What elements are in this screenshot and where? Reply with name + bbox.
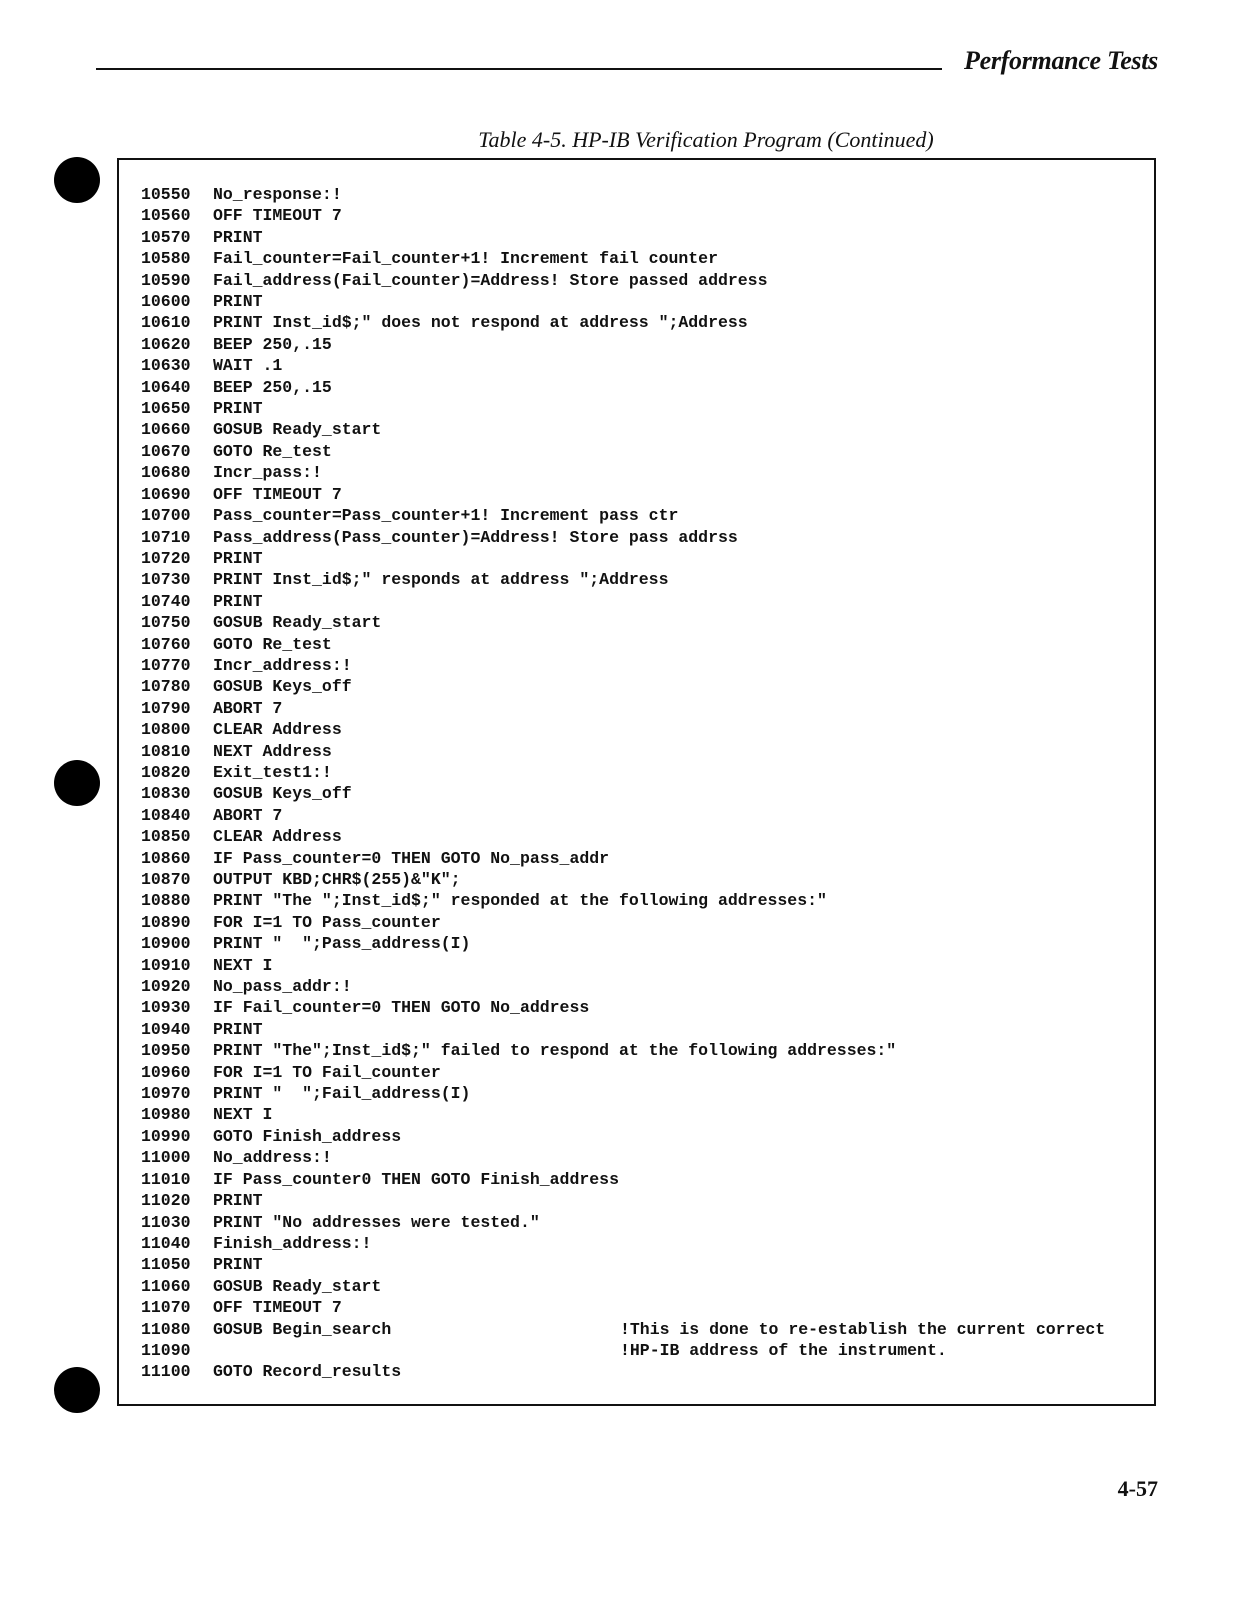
line-number: 10990 <box>141 1126 191 1146</box>
code-statement: PRINT <box>213 591 263 611</box>
code-line <box>141 719 1144 740</box>
program-listing <box>141 184 1144 1383</box>
code-line <box>141 655 1144 676</box>
line-number: 10940 <box>141 1019 191 1039</box>
code-line <box>141 1126 1144 1147</box>
line-number: 10880 <box>141 891 191 911</box>
code-line <box>141 1169 1144 1190</box>
code-statement: GOSUB Ready_start <box>213 613 382 633</box>
code-statement: PRINT <box>213 227 263 247</box>
code-statement: BEEP 250,.15 <box>213 377 332 397</box>
code-statement: OFF TIMEOUT 7 <box>213 206 342 226</box>
code-line <box>141 741 1144 762</box>
code-line <box>141 1062 1144 1083</box>
line-number: 10630 <box>141 356 191 376</box>
line-number: 11000 <box>141 1148 191 1168</box>
code-line <box>141 1040 1144 1061</box>
code-statement: Incr_address:! <box>213 655 352 675</box>
code-statement: IF Fail_counter=0 THEN GOTO No_address <box>213 998 590 1018</box>
line-number: 10740 <box>141 591 191 611</box>
code-statement: No_address:! <box>213 1148 332 1168</box>
line-number: 10860 <box>141 848 191 868</box>
code-line <box>141 762 1144 783</box>
code-line <box>141 527 1144 548</box>
code-statement: Pass_address(Pass_counter)=Address! Store pass addrss <box>213 527 738 547</box>
code-statement: Fail_counter=Fail_counter+1! Increment fail counter <box>213 249 718 269</box>
line-number: 10570 <box>141 227 191 247</box>
code-statement: Fail_address(Fail_counter)=Address! Store passed address <box>213 270 768 290</box>
line-number: 11070 <box>141 1298 191 1318</box>
code-line <box>141 462 1144 483</box>
binder-hole-middle <box>54 760 100 806</box>
code-line <box>141 377 1144 398</box>
code-line <box>141 869 1144 890</box>
line-number: 11030 <box>141 1212 191 1232</box>
line-number: 10710 <box>141 527 191 547</box>
code-line <box>141 1254 1144 1275</box>
line-number: 10900 <box>141 934 191 954</box>
code-line <box>141 505 1144 526</box>
code-line <box>141 826 1144 847</box>
line-number: 10790 <box>141 698 191 718</box>
code-comment: !HP-IB address of the instrument. <box>620 1340 947 1360</box>
code-statement: GOSUB Ready_start <box>213 1276 382 1296</box>
line-number: 10910 <box>141 955 191 975</box>
code-statement: PRINT <box>213 548 263 568</box>
line-number: 10840 <box>141 805 191 825</box>
code-statement: PRINT <box>213 1255 263 1275</box>
code-statement: BEEP 250,.15 <box>213 334 332 354</box>
line-number: 10960 <box>141 1062 191 1082</box>
code-statement: OUTPUT KBD;CHR$(255)&"K"; <box>213 870 461 889</box>
code-statement: PRINT Inst_id$;" does not respond at address ";Address <box>213 313 748 333</box>
code-statement: PRINT "The";Inst_id$;" failed to respond at the following addresses:" <box>213 1041 897 1061</box>
line-number: 10830 <box>141 784 191 804</box>
line-number: 11040 <box>141 1233 191 1253</box>
line-number: 10600 <box>141 292 191 312</box>
program-listing-box <box>117 158 1156 1406</box>
code-statement: PRINT " ";Fail_address(I) <box>213 1084 471 1104</box>
code-line <box>141 548 1144 569</box>
code-statement: GOSUB Keys_off <box>213 784 352 804</box>
code-line <box>141 1147 1144 1168</box>
code-statement: NEXT I <box>213 1105 273 1125</box>
code-line <box>141 890 1144 911</box>
code-line <box>141 1340 1144 1361</box>
code-line <box>141 419 1144 440</box>
line-number: 11020 <box>141 1191 191 1211</box>
section-title: Performance Tests <box>964 46 1158 75</box>
code-statement: PRINT " ";Pass_address(I) <box>213 934 471 954</box>
line-number: 10730 <box>141 570 191 590</box>
line-number: 10560 <box>141 206 191 226</box>
line-number: 10610 <box>141 313 191 333</box>
header-rule <box>96 68 942 70</box>
code-line <box>141 1104 1144 1125</box>
code-statement: GOTO Finish_address <box>213 1126 402 1146</box>
line-number: 10920 <box>141 977 191 997</box>
code-statement: PRINT <box>213 1191 263 1211</box>
code-line <box>141 1297 1144 1318</box>
line-number: 10870 <box>141 870 191 889</box>
code-line <box>141 1083 1144 1104</box>
line-number: 10810 <box>141 741 191 761</box>
code-statement: No_pass_addr:! <box>213 977 352 997</box>
code-statement: CLEAR Address <box>213 827 342 847</box>
binder-hole-bottom <box>54 1367 100 1413</box>
line-number: 10550 <box>141 185 191 204</box>
code-line <box>141 783 1144 804</box>
line-number: 10580 <box>141 249 191 269</box>
table-caption: Table 4-5. HP-IB Verification Program (Continued) <box>478 127 934 152</box>
code-line <box>141 248 1144 269</box>
line-number: 11090 <box>141 1340 191 1360</box>
code-statement: OFF TIMEOUT 7 <box>213 484 342 504</box>
line-number: 10820 <box>141 762 191 782</box>
code-statement: IF Pass_counter=0 THEN GOTO No_pass_addr <box>213 848 610 868</box>
code-statement: GOSUB Begin_search <box>213 1319 392 1339</box>
code-line <box>141 912 1144 933</box>
line-number: 10890 <box>141 912 191 932</box>
page-number: 4-57 <box>1117 1476 1158 1501</box>
code-line <box>141 270 1144 291</box>
code-comment: !This is done to re-establish the current correct <box>620 1319 1106 1339</box>
code-line <box>141 698 1144 719</box>
code-statement: No_response:! <box>213 185 342 204</box>
code-line <box>141 933 1144 954</box>
code-line <box>141 1019 1144 1040</box>
line-number: 10770 <box>141 655 191 675</box>
code-line <box>141 848 1144 869</box>
code-statement: PRINT "No addresses were tested." <box>213 1212 540 1232</box>
line-number: 10980 <box>141 1105 191 1125</box>
code-line <box>141 398 1144 419</box>
line-number: 10930 <box>141 998 191 1018</box>
code-statement: NEXT Address <box>213 741 332 761</box>
code-line <box>141 634 1144 655</box>
code-statement: Pass_counter=Pass_counter+1! Increment pass ctr <box>213 506 679 526</box>
code-statement: PRINT <box>213 292 263 312</box>
code-statement: NEXT I <box>213 955 273 975</box>
line-number: 10650 <box>141 399 191 419</box>
code-line <box>141 484 1144 505</box>
line-number: 10950 <box>141 1041 191 1061</box>
line-number: 10590 <box>141 270 191 290</box>
line-number: 11100 <box>141 1362 191 1382</box>
line-number: 10670 <box>141 441 191 461</box>
code-line <box>141 312 1144 333</box>
code-statement: GOTO Record_results <box>213 1362 402 1382</box>
code-statement: FOR I=1 TO Pass_counter <box>213 912 441 932</box>
code-line <box>141 805 1144 826</box>
line-number: 10970 <box>141 1084 191 1104</box>
code-line <box>141 612 1144 633</box>
line-number: 10660 <box>141 420 191 440</box>
line-number: 10690 <box>141 484 191 504</box>
code-line <box>141 676 1144 697</box>
code-line <box>141 1233 1144 1254</box>
code-statement: GOTO Re_test <box>213 441 332 461</box>
code-line <box>141 1276 1144 1297</box>
code-line <box>141 569 1144 590</box>
line-number: 11050 <box>141 1255 191 1275</box>
code-line <box>141 205 1144 226</box>
line-number: 11010 <box>141 1169 191 1189</box>
code-line <box>141 591 1144 612</box>
code-line <box>141 955 1144 976</box>
code-line <box>141 976 1144 997</box>
code-statement: WAIT .1 <box>213 356 283 376</box>
code-line <box>141 1212 1144 1233</box>
code-statement: PRINT <box>213 1019 263 1039</box>
line-number: 11080 <box>141 1319 191 1339</box>
line-number: 10720 <box>141 548 191 568</box>
line-number: 11060 <box>141 1276 191 1296</box>
code-statement: CLEAR Address <box>213 720 342 740</box>
line-number: 10760 <box>141 634 191 654</box>
code-line <box>141 997 1144 1018</box>
code-line <box>141 1361 1144 1382</box>
code-line <box>141 334 1144 355</box>
code-line <box>141 355 1144 376</box>
code-statement: FOR I=1 TO Fail_counter <box>213 1062 441 1082</box>
line-number: 10750 <box>141 613 191 633</box>
code-statement: Finish_address:! <box>213 1233 372 1253</box>
line-number: 10680 <box>141 463 191 483</box>
code-statement: ABORT 7 <box>213 698 283 718</box>
line-number: 10800 <box>141 720 191 740</box>
line-number: 10640 <box>141 377 191 397</box>
code-statement: GOTO Re_test <box>213 634 332 654</box>
code-line <box>141 441 1144 462</box>
code-statement: GOSUB Ready_start <box>213 420 382 440</box>
line-number: 10700 <box>141 506 191 526</box>
line-number: 10780 <box>141 677 191 697</box>
code-statement: PRINT Inst_id$;" responds at address ";Address <box>213 570 669 590</box>
code-statement: GOSUB Keys_off <box>213 677 352 697</box>
code-statement: PRINT "The ";Inst_id$;" responded at the following addresses:" <box>213 891 827 911</box>
line-number: 10620 <box>141 334 191 354</box>
code-line <box>141 227 1144 248</box>
code-statement: Incr_pass:! <box>213 463 322 483</box>
code-line <box>141 1190 1144 1211</box>
code-statement: OFF TIMEOUT 7 <box>213 1298 342 1318</box>
code-statement: PRINT <box>213 399 263 419</box>
code-statement: IF Pass_counter0 THEN GOTO Finish_address <box>213 1169 619 1189</box>
line-number: 10850 <box>141 827 191 847</box>
code-line <box>141 184 1144 205</box>
code-line <box>141 1319 1144 1340</box>
code-line <box>141 291 1144 312</box>
binder-hole-top <box>54 157 100 203</box>
code-statement: Exit_test1:! <box>213 762 332 782</box>
code-statement: ABORT 7 <box>213 805 283 825</box>
